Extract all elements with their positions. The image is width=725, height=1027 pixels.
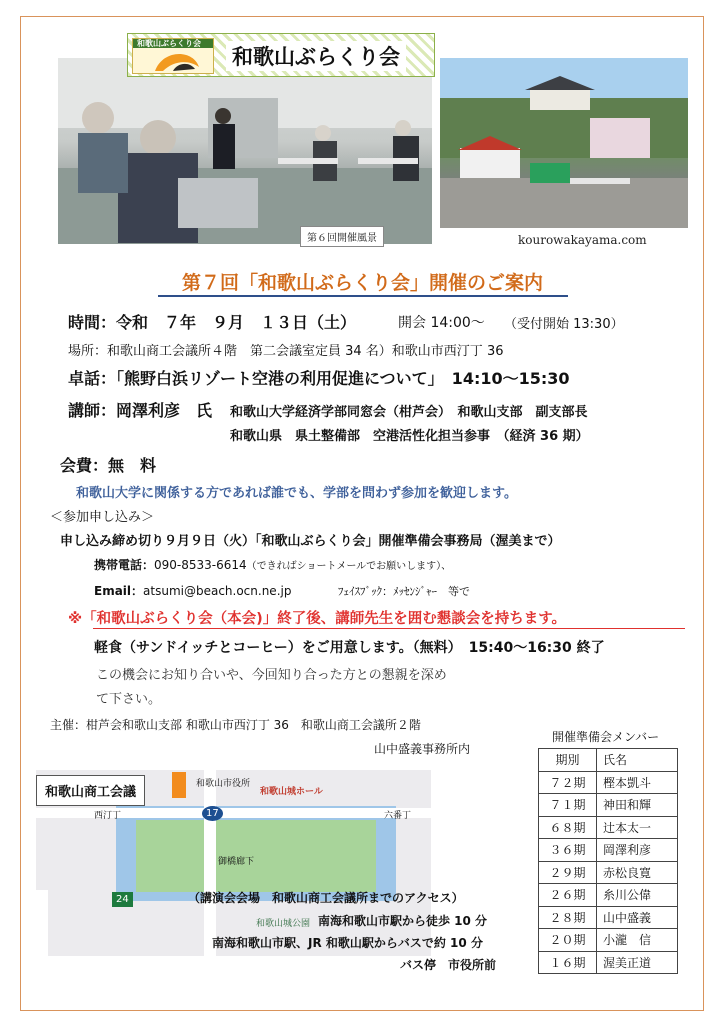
route-17-icon: 17 [202, 806, 223, 821]
member-name: 山中盛義 [597, 906, 678, 929]
route-24-icon: 24 [112, 892, 133, 907]
opening-time: 開会 14:00〜 [398, 315, 485, 331]
member-name: 小瀧 信 [597, 929, 678, 952]
table-row [539, 816, 678, 839]
email-line [94, 582, 291, 599]
email-label: Email： [94, 584, 144, 598]
facebook-contact: ﾌｪｲｽﾌﾞｯｸ：ﾒｯｾﾝｼﾞｬｰ 等で [338, 585, 470, 598]
org-title: 和歌山ぶらくり会 [226, 41, 406, 71]
member-term: ２８期 [539, 906, 597, 929]
map-road-east: 六番丁 [384, 811, 412, 821]
table-row [539, 906, 678, 929]
member-term: ２６期 [539, 884, 597, 907]
table-row [539, 861, 678, 884]
member-name: 糸川公偉 [597, 884, 678, 907]
table-row [539, 951, 678, 974]
member-name: 辻本太一 [597, 816, 678, 839]
castle-photo [440, 58, 688, 228]
speaker-affiliation-1: 和歌山大学経済学部同窓会（柑芦会） 和歌山支部 副支部長 [230, 405, 588, 420]
reception-time: （受付開始 13:30） [504, 317, 624, 332]
access-bus-stop: バス停 市役所前 [400, 958, 497, 972]
event-photo-illustration [58, 58, 432, 244]
event-photo [58, 58, 432, 244]
column-header-term: 期別 [539, 749, 597, 772]
member-term: ６８期 [539, 816, 597, 839]
invite-line-2: て下さい。 [96, 692, 162, 707]
speaker-name: 講師：岡澤利彦 氏 [68, 401, 213, 420]
social-notice: ※「和歌山ぶらくり会（本会)」終了後、講師先生を囲む懇談会を持ちます。 [68, 611, 567, 627]
speaker-affiliation-2: 和歌山県 県土整備部 空港活性化担当参事 （経済 36 期） [230, 429, 589, 444]
access-title: （講演会会場 和歌山商工会議所までのアクセス） [188, 891, 464, 905]
page-title: 第７回「和歌山ぶらくり会」開催のご案内 [181, 272, 543, 294]
map-bridge: 御橋廊下 [218, 857, 255, 867]
table-row [539, 884, 678, 907]
member-name: 神田和輝 [597, 794, 678, 817]
talk-topic: 卓話：「熊野白浜リゾート空港の利用促進について」 14:10〜15:30 [68, 369, 570, 388]
website-caption: kourowakayama.com [518, 233, 647, 247]
member-name: 樫本凱斗 [597, 771, 678, 794]
apply-deadline: 申し込み締め切り９月９日（火）「和歌山ぶらくり会」開催準備会事務局（渥美まで） [60, 534, 561, 549]
host-line-2: 山中盛義事務所内 [374, 742, 471, 756]
member-term: １６期 [539, 951, 597, 974]
map-hall: 和歌山城ホール [260, 787, 323, 797]
castle-photo-illustration [440, 58, 688, 228]
org-logo-text: 和歌山ぶらくり会 [137, 39, 201, 48]
phone-label: 携帯電話： [94, 558, 155, 572]
member-term: ３６期 [539, 839, 597, 862]
org-logo [132, 38, 214, 74]
event-place: 場所：和歌山商工会議所４階 第二会議室定員 34 名）和歌山市西汀丁 36 [68, 344, 504, 359]
title-underline [158, 295, 568, 297]
member-term: ２９期 [539, 861, 597, 884]
column-header-name: 氏名 [597, 749, 678, 772]
member-name: 渥美正道 [597, 951, 678, 974]
host-line-1: 主催：柑芦会和歌山支部 和歌山市西汀丁 36 和歌山商工会議所２階 [50, 718, 421, 732]
member-name: 岡澤利彦 [597, 839, 678, 862]
table-row [539, 839, 678, 862]
members-caption: 開催準備会メンバー [552, 730, 660, 744]
invite-line-1: この機会にお知り合いや、今回知り合った方との懇親を深め [96, 668, 447, 683]
light-meal: 軽食（サンドイッチとコーヒー）をご用意します。（無料） 15:40〜16:30 終了 [94, 640, 605, 656]
event-time: 時間：令和 ７年 ９月 １３日（土） [68, 313, 357, 332]
map-venue-label: 和歌山商工会議 [36, 775, 145, 806]
photo-caption: 第６回開催風景 [300, 226, 384, 247]
phone-note: （できればショートメールでお願いします）、 [246, 561, 452, 572]
table-row [539, 794, 678, 817]
notice-underline [93, 628, 685, 629]
table-header-row [539, 749, 678, 772]
email-address[interactable]: atsumi@beach.ocn.ne.jp [143, 584, 292, 598]
access-walk: 南海和歌山市駅から徒歩 10 分 [318, 914, 488, 928]
table-row [539, 929, 678, 952]
member-name: 赤松良寛 [597, 861, 678, 884]
access-bus: 南海和歌山市駅、JR 和歌山駅からバスで約 10 分 [212, 936, 483, 950]
members-table [538, 748, 678, 974]
phone-line [94, 556, 451, 573]
apply-header: ＜参加申し込み＞ [50, 510, 155, 525]
map-road-west: 西汀丁 [94, 811, 122, 821]
phone-number[interactable]: 090-8533-6614 [154, 558, 247, 572]
member-term: ２０期 [539, 929, 597, 952]
member-term: ７１期 [539, 794, 597, 817]
member-term: ７２期 [539, 771, 597, 794]
map-park: 和歌山城公園 [256, 919, 311, 929]
table-row [539, 771, 678, 794]
welcome-text: 和歌山大学に関係する方であれば誰でも、学部を問わず参加を歓迎します。 [76, 486, 517, 501]
org-banner [127, 33, 435, 77]
fee: 会費：無 料 [60, 456, 157, 475]
map-city-hall: 和歌山市役所 [196, 779, 251, 789]
